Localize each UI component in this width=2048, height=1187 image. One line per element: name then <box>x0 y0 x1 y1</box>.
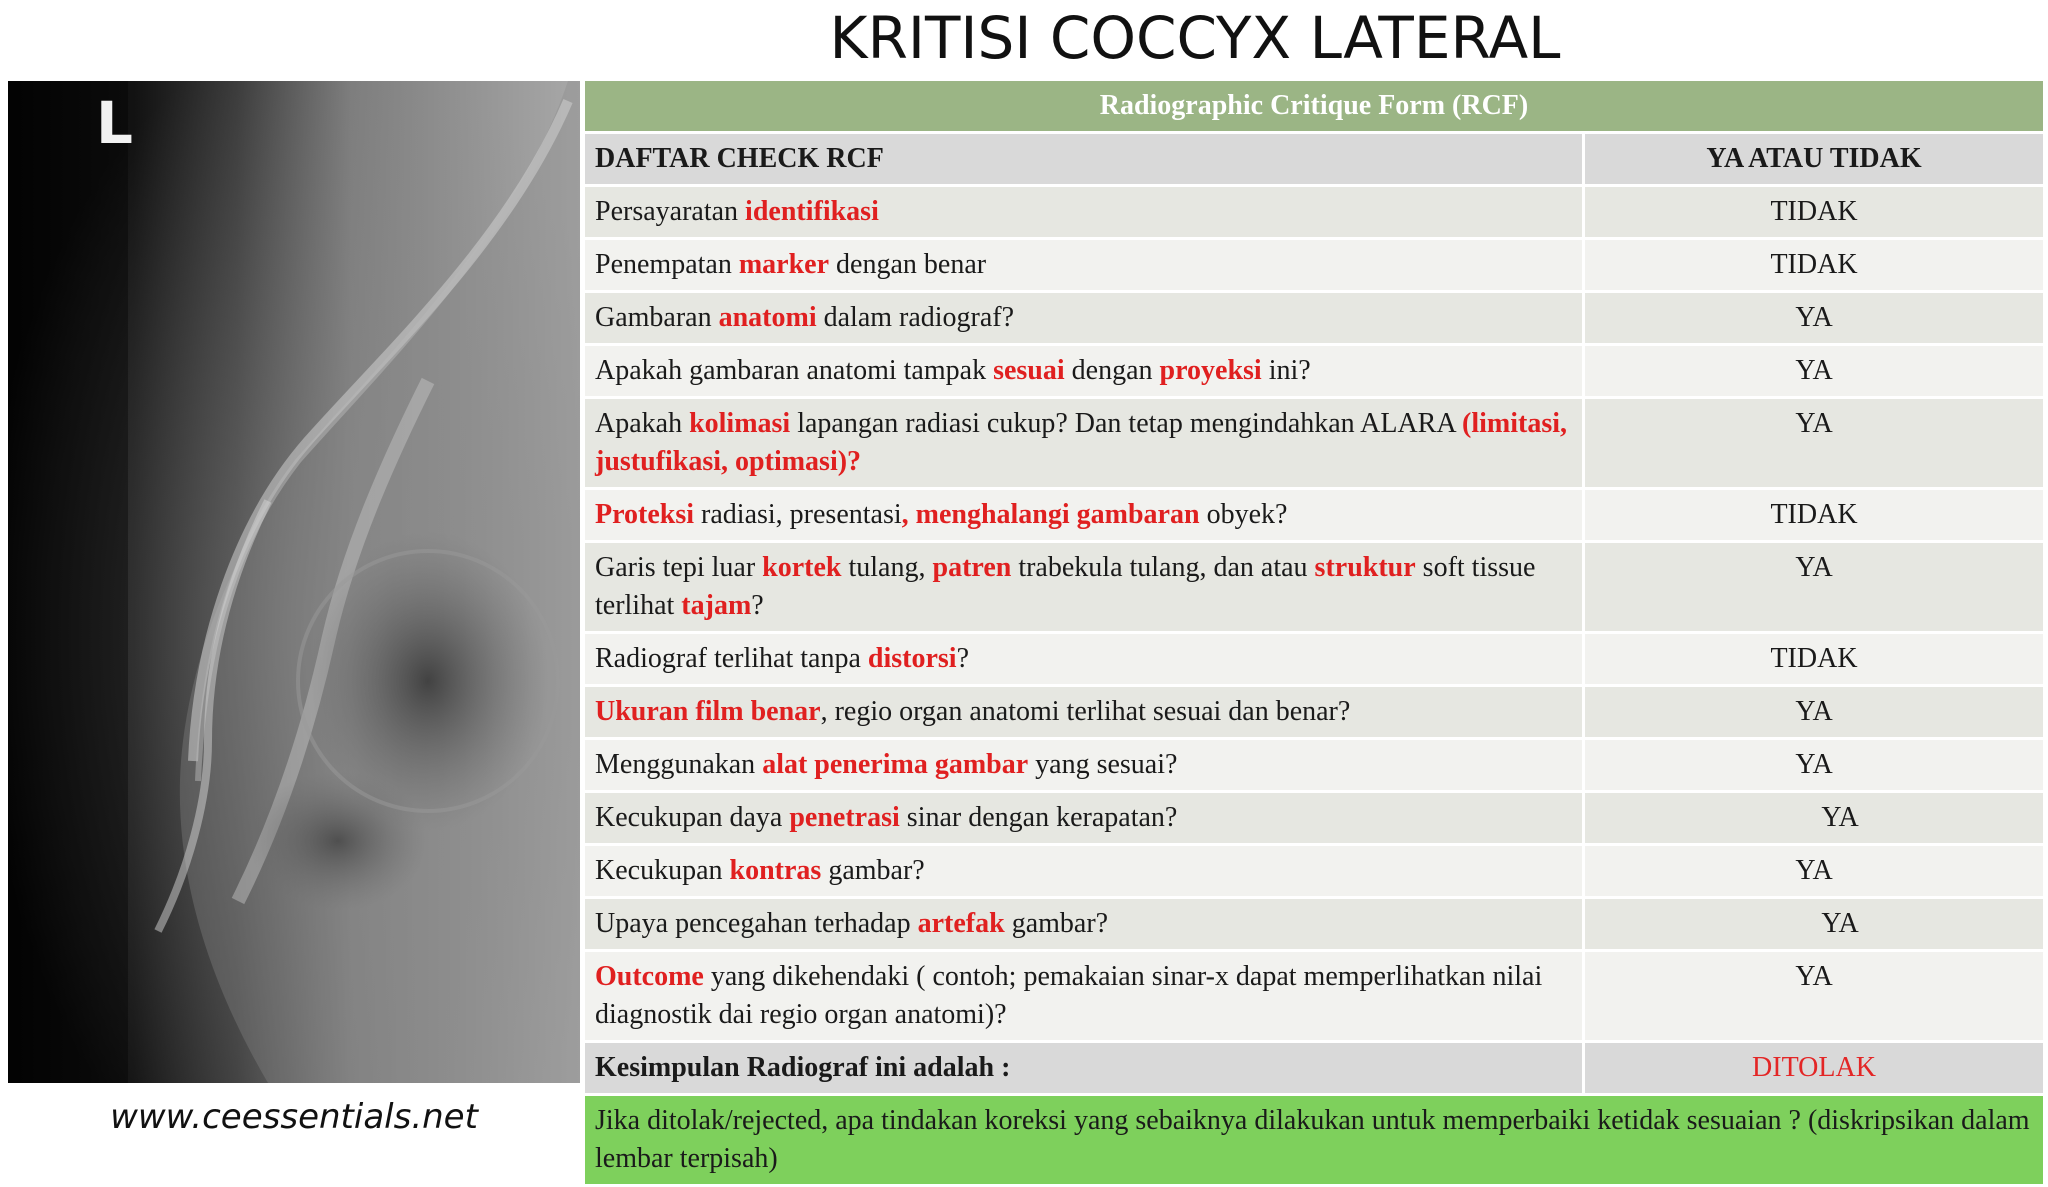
answer-value: YA <box>1821 802 1859 833</box>
highlight-text: Proteksi <box>595 499 695 530</box>
item-text: Menggunakan <box>595 749 763 780</box>
checklist-row <box>584 542 2045 633</box>
checklist-item <box>584 633 1584 686</box>
highlight-text: , menghalangi gambaran <box>901 499 1200 530</box>
highlight-text: kolimasi <box>689 408 791 439</box>
checklist-item <box>584 951 1584 1042</box>
answer-cell <box>1584 186 2045 239</box>
item-text: lapangan radiasi cukup? Dan tetap mengindahkan ALARA <box>790 408 1463 439</box>
column-header-answer: YA ATAU TIDAK <box>1584 133 2045 186</box>
checklist-row <box>584 951 2045 1042</box>
item-text: Upaya pencegahan terhadap <box>595 908 918 939</box>
answer-cell <box>1584 489 2045 542</box>
critique-form-table <box>582 78 2046 1187</box>
answer-value: TIDAK <box>1770 499 1858 530</box>
checklist-item <box>584 292 1584 345</box>
column-header-check: DAFTAR CHECK RCF <box>584 133 1584 186</box>
item-text: ini? <box>1261 355 1311 386</box>
highlight-text: (limitasi, justufikasi, optimasi)? <box>595 408 1568 477</box>
answer-value: YA <box>1795 302 1833 333</box>
xray-marker: L <box>96 89 133 157</box>
highlight-text: identifikasi <box>745 196 879 227</box>
item-text: dengan <box>1064 355 1160 386</box>
item-text: gambar? <box>1004 908 1109 939</box>
checklist-item <box>584 398 1584 489</box>
answer-value: YA <box>1795 855 1833 886</box>
answer-value: TIDAK <box>1770 249 1858 280</box>
answer-value: YA <box>1795 961 1833 992</box>
highlight-text: alat penerima gambar <box>762 749 1029 780</box>
answer-value: YA <box>1795 355 1833 386</box>
answer-value: YA <box>1821 908 1859 939</box>
checklist-item <box>584 792 1584 845</box>
checklist-item <box>584 739 1584 792</box>
checklist-row <box>584 845 2045 898</box>
conclusion-value: DITOLAK <box>1584 1042 2045 1095</box>
item-text: Kecukupan daya <box>595 802 790 833</box>
item-text: radiasi, presentasi <box>694 499 902 530</box>
item-text: Persayaratan <box>595 196 746 227</box>
checklist-row <box>584 186 2045 239</box>
highlight-text: marker <box>738 249 830 280</box>
answer-value: TIDAK <box>1770 196 1858 227</box>
highlight-text: distorsi <box>867 643 957 674</box>
item-text: sinar dengan kerapatan? <box>899 802 1178 833</box>
checklist-row <box>584 398 2045 489</box>
highlight-text: penetrasi <box>789 802 900 833</box>
item-text: , regio organ anatomi terlihat sesuai dan benar? <box>820 696 1351 727</box>
checklist-row <box>584 686 2045 739</box>
answer-value: YA <box>1795 696 1833 727</box>
item-text: Penempatan <box>595 249 739 280</box>
answer-value: TIDAK <box>1770 643 1858 674</box>
answer-cell <box>1584 739 2045 792</box>
answer-cell <box>1584 345 2045 398</box>
answer-value: YA <box>1795 552 1833 583</box>
action-instruction: Jika ditolak/rejected, apa tindakan koreksi yang sebaiknya dilakukan untuk memperbaiki ketidak sesuaian ? (diskripsikan dalam lembar terpisah) <box>584 1095 2045 1186</box>
website-url: www.ceessentials.net <box>110 1097 478 1137</box>
item-text: dalam radiograf? <box>816 302 1015 333</box>
action-row <box>584 1095 2045 1186</box>
xray-image <box>8 81 580 1083</box>
item-text: Apakah gambaran anatomi tampak <box>595 355 994 386</box>
answer-cell <box>1584 542 2045 633</box>
checklist-item <box>584 345 1584 398</box>
highlight-text: proyeksi <box>1159 355 1262 386</box>
answer-value: YA <box>1795 749 1833 780</box>
checklist-row <box>584 489 2045 542</box>
checklist-item <box>584 845 1584 898</box>
form-header: Radiographic Critique Form (RCF) <box>584 80 2045 133</box>
checklist-item <box>584 686 1584 739</box>
item-text: yang sesuai? <box>1028 749 1178 780</box>
checklist-row <box>584 739 2045 792</box>
highlight-text: Outcome <box>595 961 704 992</box>
conclusion-row <box>584 1042 2045 1095</box>
item-text: yang dikehendaki ( contoh; pemakaian sinar-x dapat memperlihatkan nilai diagnostik dai regio organ anatomi)? <box>595 961 1543 1030</box>
item-text: gambar? <box>821 855 925 886</box>
answer-value: YA <box>1795 408 1833 439</box>
item-text: tulang, <box>841 552 933 583</box>
checklist-item <box>584 239 1584 292</box>
highlight-text: sesuai <box>993 355 1065 386</box>
checklist-row <box>584 633 2045 686</box>
highlight-text: kortek <box>762 552 842 583</box>
item-text: Radiograf terlihat tanpa <box>595 643 868 674</box>
checklist-item <box>584 898 1584 951</box>
item-text: Apakah <box>595 408 690 439</box>
highlight-text: Ukuran film benar <box>595 696 821 727</box>
item-text: Garis tepi luar <box>595 552 763 583</box>
answer-cell <box>1584 951 2045 1042</box>
answer-cell <box>1584 686 2045 739</box>
checklist-row <box>584 792 2045 845</box>
highlight-text: anatomi <box>718 302 817 333</box>
highlight-text: artefak <box>917 908 1005 939</box>
answer-cell <box>1584 239 2045 292</box>
checklist-row <box>584 345 2045 398</box>
checklist-item <box>584 542 1584 633</box>
item-text: Kecukupan <box>595 855 730 886</box>
item-text: soft tissue terlihat <box>595 552 1536 621</box>
conclusion-label: Kesimpulan Radiograf ini adalah : <box>584 1042 1584 1095</box>
item-text: dengan benar <box>829 249 987 280</box>
item-text: Gambaran <box>595 302 719 333</box>
checklist-row <box>584 898 2045 951</box>
highlight-text: kontras <box>729 855 822 886</box>
checklist-item <box>584 489 1584 542</box>
answer-cell <box>1584 398 2045 489</box>
answer-cell <box>1584 845 2045 898</box>
highlight-text: struktur <box>1314 552 1416 583</box>
answer-cell <box>1584 633 2045 686</box>
answer-cell <box>1584 792 2045 845</box>
answer-cell <box>1584 898 2045 951</box>
highlight-text: patren <box>932 552 1012 583</box>
checklist-row <box>584 292 2045 345</box>
checklist-row <box>584 239 2045 292</box>
item-text: ? <box>751 590 764 621</box>
slide-title: KRITISI COCCYX LATERAL <box>829 4 1561 72</box>
item-text: ? <box>956 643 970 674</box>
item-text: trabekula tulang, dan atau <box>1011 552 1315 583</box>
answer-cell <box>1584 292 2045 345</box>
item-text: obyek? <box>1199 499 1288 530</box>
highlight-text: tajam <box>681 590 752 621</box>
checklist-item <box>584 186 1584 239</box>
